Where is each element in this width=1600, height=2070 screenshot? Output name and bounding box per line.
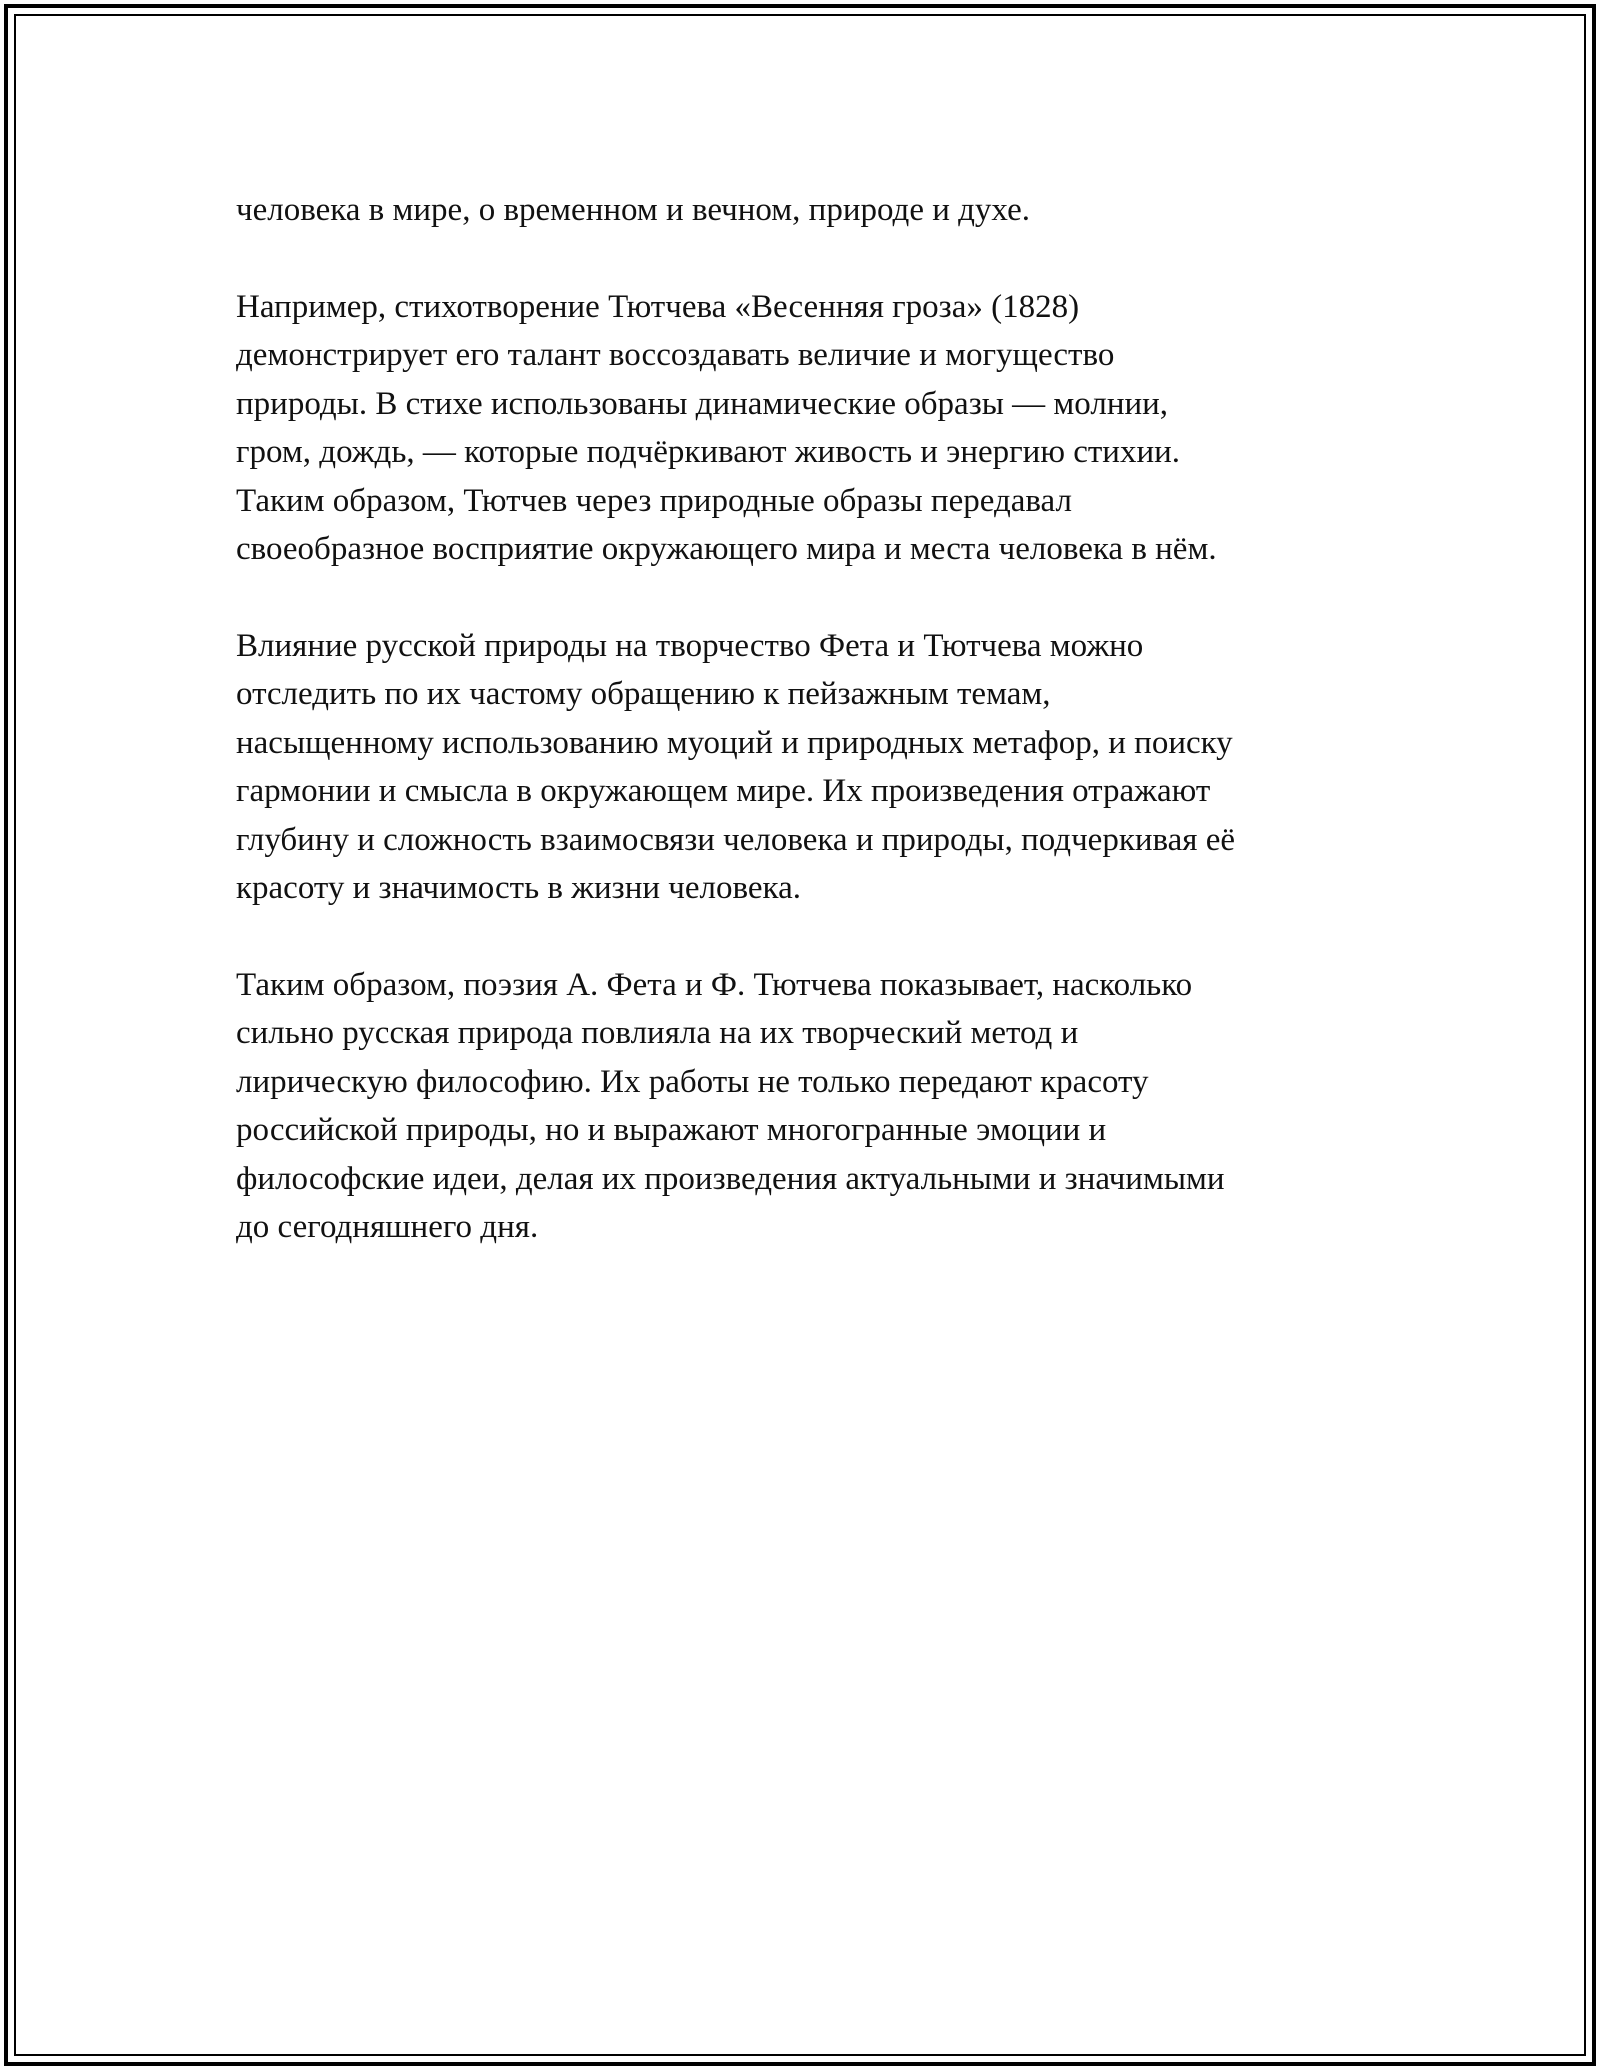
text-line: сильно русская природа повлияла на их творческий метод и <box>236 1015 1079 1051</box>
text-line: глубину и сложность взаимосвязи человека и природы, подчеркивая её <box>236 821 1236 858</box>
text-line: насыщенному использованию муоций и природных метафор, и поиску <box>236 724 1233 761</box>
text-line: своеобразное восприятие окружающего мира и места человека в нём. <box>236 531 1217 567</box>
text-line: отследить по их частому обращению к пейзажным темам, <box>236 676 1051 712</box>
text-line: до сегодняшнего дня. <box>236 1209 539 1245</box>
text-line: Влияние русской природы на творчество Фета и Тютчева можно <box>236 627 1144 664</box>
paragraph-4 <box>236 961 1366 1252</box>
text-line: Например, стихотворение Тютчева «Весенняя гроза» (1828) <box>236 288 1080 325</box>
paragraph-3 <box>236 622 1366 913</box>
text-line: гармонии и смысла в окружающем мире. Их произведения отражают <box>236 773 1211 809</box>
document-body <box>236 186 1366 1300</box>
text-line: Таким образом, Тютчев через природные образы передавал <box>236 482 1072 519</box>
text-line: российской природы, но и выражают многогранные эмоции и <box>236 1112 1107 1148</box>
paragraph-1 <box>236 186 1366 235</box>
paragraph-2 <box>236 283 1366 574</box>
text-line: природы. В стихе использованы динамические образы — молнии, <box>236 385 1169 422</box>
text-line: гром, дождь, — которые подчёркивают живость и энергию стихии. <box>236 434 1181 470</box>
text-line: лирическую философию. Их работы не только передают красоту <box>236 1063 1149 1100</box>
text-line: Таким образом, поэзия А. Фета и Ф. Тютчева показывает, насколько <box>236 966 1193 1003</box>
text-line: человека в мире, о временном и вечном, природе и духе. <box>236 192 1030 228</box>
text-line: философские идеи, делая их произведения актуальными и значимыми <box>236 1160 1225 1197</box>
text-line: красоту и значимость в жизни человека. <box>236 870 801 906</box>
text-line: демонстрирует его талант воссоздавать величие и могущество <box>236 337 1115 373</box>
